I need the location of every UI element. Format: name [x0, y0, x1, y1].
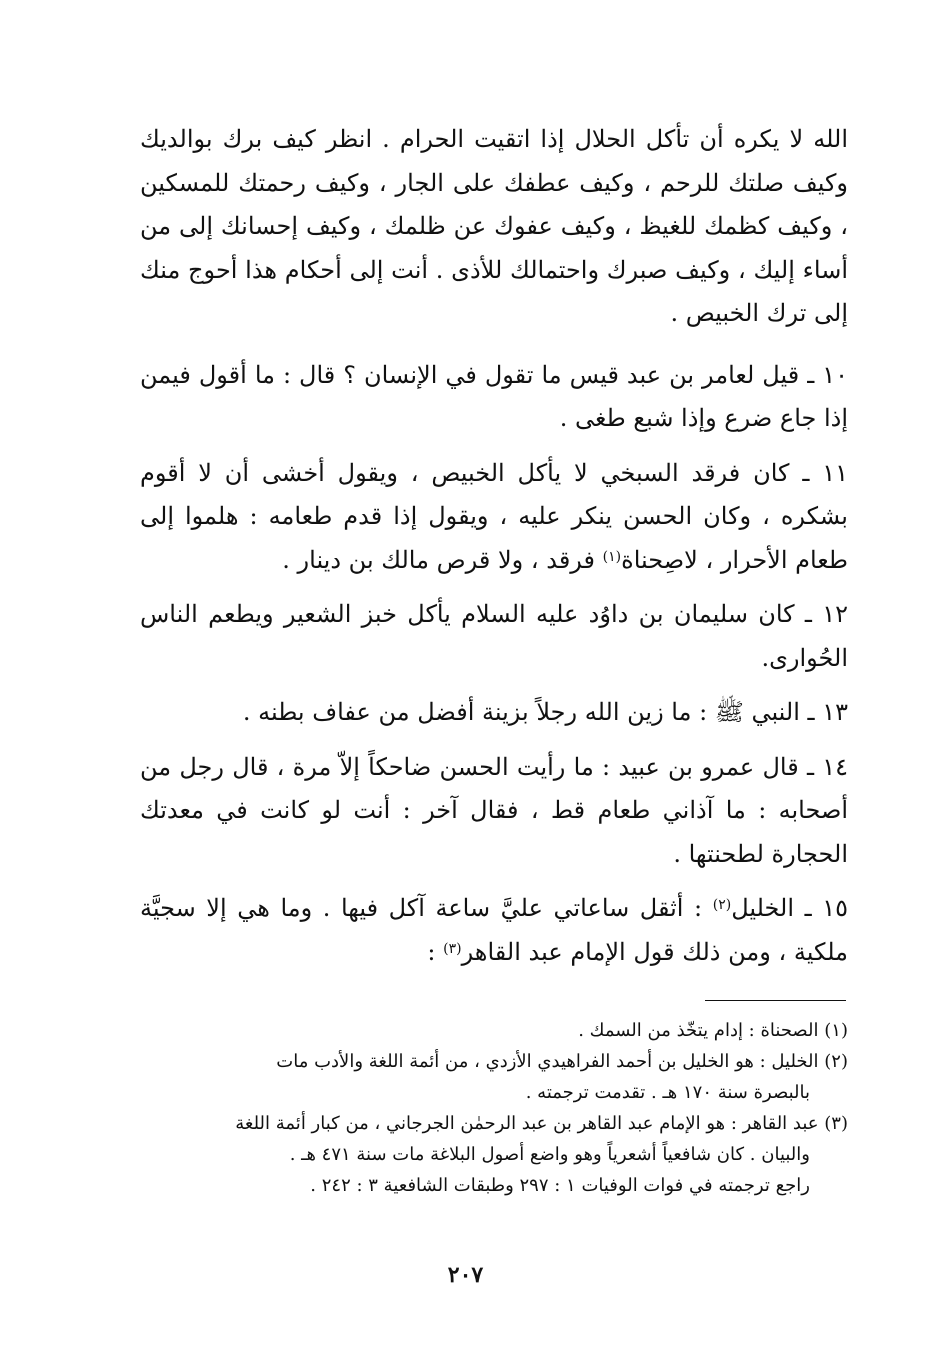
paragraph-number: ١٣ ـ [807, 698, 848, 726]
footnote-2 [140, 1046, 848, 1077]
paragraph-text: الخليل [731, 894, 795, 922]
paragraph-text-end: : [427, 937, 444, 966]
paragraph-13 [140, 691, 848, 735]
footnote-1 [140, 1015, 848, 1046]
paragraph-number: ١٥ ـ [804, 894, 848, 922]
paragraph-text: قال عمرو بن عبيد : ما رأيت الحسن ضاحكاً إلاّ مرة ، قال رجل من أصحابه : ما آذاني طعام قط ، فقال آخر : أنت لو كانت في معدتك الحجارة لطحنتها . [140, 752, 848, 868]
paragraph-11 [140, 452, 848, 583]
footnote-2-continued: بالبصرة سنة ١٧٠ هـ . تقدمت ترجمته . [525, 1082, 810, 1103]
footnote-3-continued: والبيان . كان شافعياً أشعرياً وهو واضع أصول البلاغة مات سنة ٤٧١ هـ . [289, 1144, 810, 1165]
footnote-text: الخليل : هو الخليل بن أحمد الفراهيدي الأزدي ، من أئمة اللغة والأدب مات [276, 1051, 819, 1072]
footnote-3 [140, 1108, 848, 1139]
paragraph-number: ١٢ ـ [804, 600, 848, 628]
paragraph-text: النبي ﷺ : ما زين الله رجلاً بزينة أفضل من عفاف بطنه . [242, 698, 800, 726]
paragraph-number: ١٤ ـ [806, 752, 848, 781]
paragraph-14 [140, 746, 848, 877]
footnote-ref: (١) [602, 548, 622, 565]
footnotes [140, 1015, 848, 1201]
paragraph-text: كان سليمان بن داوُد عليه السلام يأكل خبز الشعير ويطعم الناس الحُوارى. [140, 600, 848, 672]
paragraph-text-continued: فرقد ، ولا قرص مالك بن دينار . [282, 545, 603, 574]
paragraph-number: ١٠ ـ [807, 360, 848, 389]
main-text [140, 118, 848, 985]
footnote-text: عبد القاهر : هو الإمام عبد القاهر بن عبد الرحمٰن الجرجاني ، من كبار أئمة اللغة [235, 1113, 819, 1134]
paragraph-text: كان فرقد السبخي لا يأكل الخبيص ، ويقول أخشى أن لا أقوم بشكره ، وكان الحسن ينكر عليه ، ويقول إذا قدم طعامه : هلموا إلى طعام الأحرار ، لاصِحناة [140, 458, 848, 574]
paragraph-15 [140, 887, 848, 974]
paragraph-number: ١١ ـ [802, 458, 848, 487]
footnote-ref: (٣) [443, 940, 462, 957]
footnote-number: (٣) [824, 1113, 848, 1134]
footnote-divider [705, 1000, 846, 1001]
paragraph-10 [140, 354, 848, 441]
footnote-text: الصحناة : إدام يتخّذ من السمك . [578, 1020, 819, 1041]
footnote-number: (٢) [824, 1051, 848, 1072]
footnote-number: (١) [824, 1020, 848, 1041]
footnote-3-reference: راجع ترجمته في فوات الوفيات ١ : ٢٩٧ وطبقات الشافعية ٣ : ٢٤٢ . [310, 1175, 810, 1196]
paragraph-12 [140, 593, 848, 680]
paragraph-text-continued: : أثقل ساعاتي عليَّ ساعة آكل فيها . وما هي إلا سجيَّة ملكية ، ومن ذلك قول الإمام عبد القاهر [140, 894, 848, 966]
footnote-ref: (٢) [712, 897, 732, 913]
intro-paragraph: الله لا يكره أن تأكل الحلال إذا اتقيت الحرام . انظر كيف برك بوالديك وكيف صلتك للرحم ، وكيف عطفك على الجار ، وكيف رحمتك للمسكين ، وكيف كظمك للغيظ ، وكيف عفوك عن ظلمك ، وكيف إحسانك إلى من أساء إليك ، وكيف صبرك واحتمالك للأذى . أنت إلى أحكام هذا أحوج منك إلى ترك الخبيص . [140, 125, 848, 327]
paragraph-text: قيل لعامر بن عبد قيس ما تقول في الإنسان ؟ قال : ما أقول فيمن إذا جاع ضرع وإذا شبع طغى . [140, 360, 848, 432]
page-number: ٢٠٧ [447, 1262, 484, 1288]
